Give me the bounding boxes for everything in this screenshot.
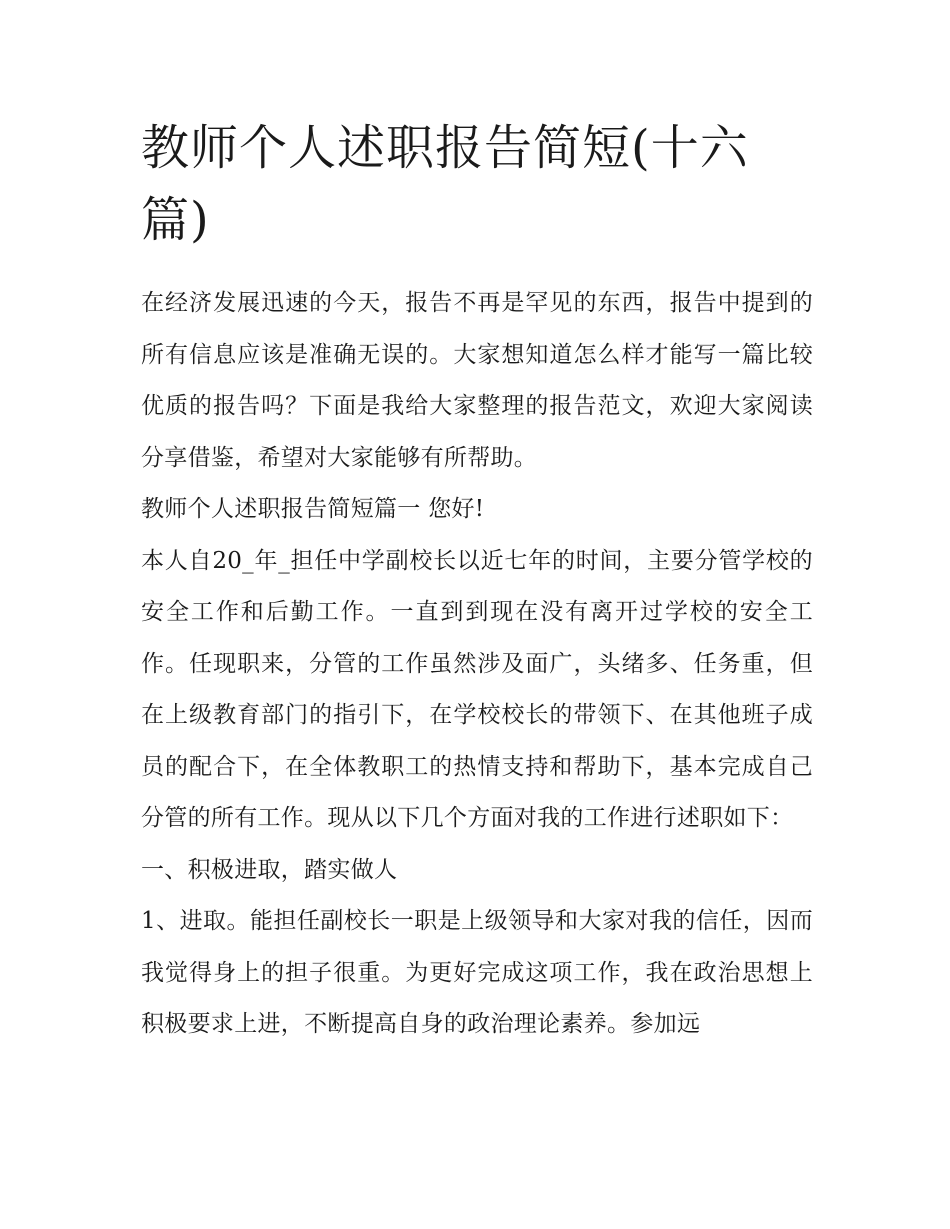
document-title: 教师个人述职报告简短(十六篇) [141,120,749,248]
paragraph-body: 本人自20_年_担任中学副校长以近七年的时间，主要分管学校的安全工作和后勤工作。一直到到现在没有离开过学校的安全工作。任现职来，分管的工作虽然涉及面广，头绪多、任务重，但在上级教育部门的指引下，在学校校长的带领下、在其他班子成员的配合下，在全体教职工的热情支持和帮助下，基本完成自己分管的所有工作。现从以下几个方面对我的工作进行述职如下： [141,547,813,831]
paragraph-section-heading: 教师个人述职报告简短篇一 您好! [141,496,485,522]
paragraph-subheading: 一、积极进取，踏实做人 [141,856,398,883]
document-page [141,112,813,1051]
paragraph-intro: 在经济发展迅速的今天，报告不再是罕见的东西，报告中提到的所有信息应该是准确无误的。大家想知道怎么样才能写一篇比较优质的报告吗？下面是我给大家整理的报告范文，欢迎大家阅读分享借鉴，希望对大家能够有所帮助。 [141,290,813,471]
paragraph-item-1: 1、进取。能担任副校长一职是上级领导和大家对我的信任，因而我觉得身上的担子很重。为更好完成这项工作，我在政治思想上积极要求上进，不断提高自身的政治理论素养。参加远 [141,908,813,1037]
